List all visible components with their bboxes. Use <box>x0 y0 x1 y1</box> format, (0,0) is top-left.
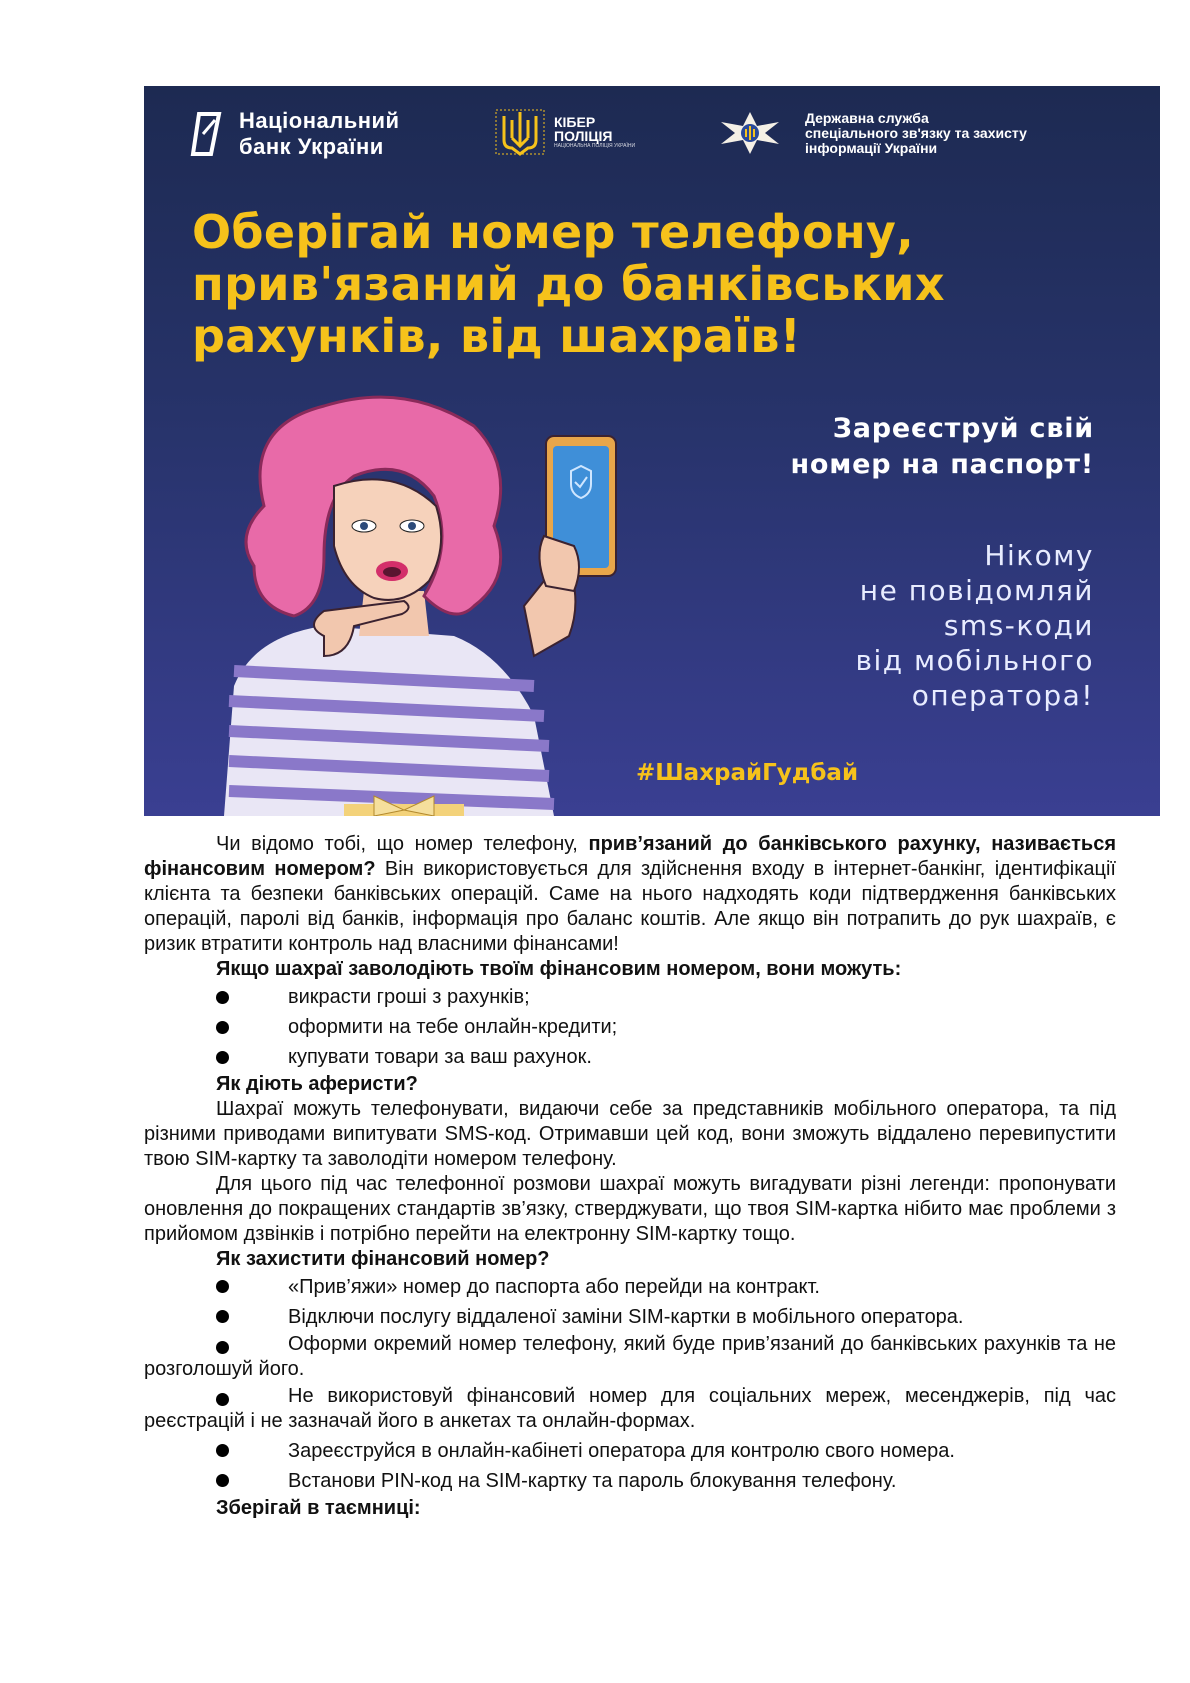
list-item-text: Оформи окремий номер телефону, який буде прив’язаний до банківських рахунків та не розголошуй його. <box>144 1333 1116 1380</box>
bullet-icon <box>216 1021 229 1034</box>
sssz-logo <box>719 110 1027 156</box>
hashtag: #ШахрайГудбай <box>636 760 859 786</box>
bullet-icon <box>216 1280 229 1293</box>
nosms-callout <box>855 538 1094 713</box>
how-paragraph-1: Шахраї можуть телефонувати, видаючи себе за представників мобільного оператора, та під різними приводами випитувати SMS-код. Отримавши цей код, вони зможуть віддалено перевипустити твою SIM-картку та заволодіти номером телефону. <box>144 1098 1116 1170</box>
headline-line: Оберігай номер телефону, <box>192 205 914 259</box>
list-item-text: «Прив’яжи» номер до паспорта або перейди на контракт. <box>288 1276 820 1298</box>
risks-heading: Якщо шахраї заволодіють твоїм фінансовим номером, вони можуть: <box>216 958 902 980</box>
nbu-logo <box>189 108 400 160</box>
cyber-logo-line3: НАЦІОНАЛЬНА ПОЛІЦІЯ УКРАЇНИ <box>554 143 636 149</box>
sssz-logo-line2: спеціального зв'язку та захисту <box>805 124 1027 141</box>
nosms-line: sms-коди <box>943 609 1094 642</box>
bullet-icon <box>216 1444 229 1457</box>
bullet-icon <box>216 1341 229 1354</box>
headline-line: прив'язаний до банківських <box>192 257 945 311</box>
list-item <box>144 1012 1116 1042</box>
intro-paragraph <box>144 832 1116 957</box>
protect-heading: Як захистити фінансовий номер? <box>216 1248 550 1270</box>
nbu-logo-line2: банк України <box>239 134 384 159</box>
register-line: номер на паспорт! <box>790 449 1094 480</box>
nosms-line: від мобільного <box>855 644 1094 677</box>
list-item <box>144 1272 1116 1302</box>
list-item <box>144 1332 1116 1382</box>
list-item <box>144 1302 1116 1332</box>
nbu-logo-line1: Національний <box>239 108 400 133</box>
list-item <box>144 1466 1116 1496</box>
list-item-text: Відключи послугу віддаленої заміни SIM-картки в мобільного оператора. <box>288 1306 964 1328</box>
bullet-icon <box>216 1474 229 1487</box>
intro-text-2: Він використовується для здійснення входу в інтернет-банкінг, ідентифікації клієнта та безпеки банківських операцій. Саме на нього надходять коди підтвердження банківських операцій, паролі від банків, інформація про баланс коштів. Але якщо він потрапить до рук шахраїв, є ризик втратити контроль над власними фінансами! <box>144 858 1116 955</box>
poster-headline <box>192 206 1142 362</box>
nbu-emblem-icon <box>189 110 225 158</box>
bullet-icon <box>216 1393 229 1406</box>
sssz-logo-line1: Державна служба <box>805 109 929 126</box>
trident-icon <box>494 106 546 158</box>
nosms-line: Нікому <box>984 539 1094 572</box>
list-item-text: Не використовуй фінансовий номер для соціальних мереж, месенджерів, під час реєстрацій і не зазначай його в анкетах та онлайн-формах. <box>144 1385 1116 1432</box>
cyber-logo-line1: КІБЕР <box>554 114 596 130</box>
list-item-text: викрасти гроші з рахунків; <box>288 986 530 1008</box>
intro-bold: прив’язаний до банківського рахунку, називається фінансовим номером? <box>144 833 1116 880</box>
bullet-icon <box>216 1310 229 1323</box>
cyberpolice-logo <box>494 106 635 158</box>
register-callout <box>790 411 1094 483</box>
bullet-icon <box>216 1051 229 1064</box>
woman-with-phone-illustration <box>174 386 654 816</box>
nosms-line: оператора! <box>911 679 1094 712</box>
list-item-text: купувати товари за ваш рахунок. <box>288 1046 592 1068</box>
list-item-text: оформити на тебе онлайн-кредити; <box>288 1016 618 1038</box>
list-item <box>144 982 1116 1012</box>
cyber-logo-line2: ПОЛІЦІЯ <box>554 128 613 144</box>
secret-heading: Зберігай в таємниці: <box>216 1497 421 1519</box>
intro-text-1: Чи відомо тобі, що номер телефону, <box>216 833 589 855</box>
sssz-logo-line3: інформації України <box>805 139 938 156</box>
list-item <box>144 1042 1116 1072</box>
bullet-icon <box>216 991 229 1004</box>
document-body <box>144 832 1116 1521</box>
how-heading: Як діють аферисти? <box>216 1073 418 1095</box>
how-paragraph-2: Для цього під час телефонної розмови шахраї можуть вигадувати різні легенди: пропонувати оновлення до покращених стандартів зв’язку, стверджувати, що твоя SIM-картка нібито має проблеми з прийомом дзвінків і потрібно перейти на електронну SIM-картку тощо. <box>144 1173 1116 1245</box>
list-item-text: Встанови PIN-код на SIM-картку та пароль блокування телефону. <box>288 1470 897 1492</box>
nosms-line: не повідомляй <box>859 574 1094 607</box>
cross-emblem-icon <box>719 110 781 156</box>
register-line: Зареєструй свій <box>832 413 1094 444</box>
list-item <box>144 1384 1116 1434</box>
headline-line: рахунків, від шахраїв! <box>192 309 802 363</box>
poster-banner <box>144 86 1160 816</box>
list-item-text: Зареєструйся в онлайн-кабінеті оператора для контролю свого номера. <box>288 1440 955 1462</box>
list-item <box>144 1436 1116 1466</box>
